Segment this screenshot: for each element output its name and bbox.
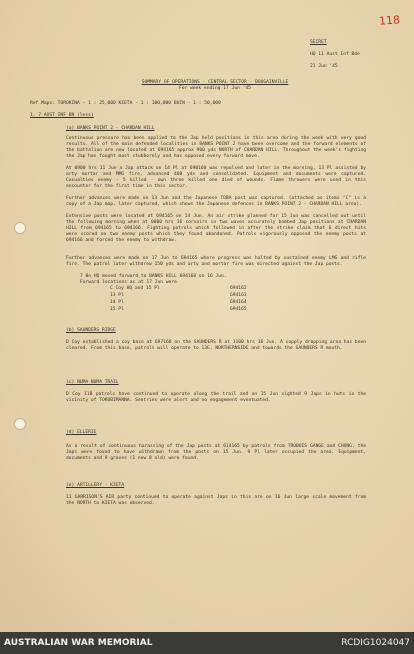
- subsection-heading-a: (a) BANKS POINT 2 - CHARDAN HILL: [66, 126, 155, 131]
- subsection-heading-b: (b) SAUNDERS RIDGE: [66, 328, 116, 333]
- location-unit: 14 Pl: [110, 300, 124, 305]
- location-unit: C Coy HQ and 15 Pl: [110, 286, 160, 291]
- classification: SECRET: [310, 40, 327, 45]
- folio-number: 118: [378, 13, 401, 28]
- hq-line: HQ 11 Aust Inf Bde: [310, 52, 360, 57]
- punch-hole: [14, 418, 26, 430]
- paragraph: As a result of continuous harassing of the Jap posts at 614165 by patrols from TROBOIS GANGE and CHONG, the Japs were found to have withdrawn from the posts on 15 Jun. 9 Pl later occupied the area. Equipment, documents and 9 graves (1 new 8 old) were found.: [66, 444, 366, 461]
- document-subtitle: For week ending 17 Jun '45: [179, 86, 251, 91]
- paragraph: Further advances were made on 13 Jun and the Japanese TOBA post was captured. (attached as items "C" is a copy of a Jap map, later captured, which shows the Japanese defences in BANKS POINT 2 - CHARDAN HILL area).: [66, 196, 366, 207]
- location-ref: 694163: [230, 293, 247, 298]
- paragraph: Forward locations as at 17 Jun were: [80, 280, 177, 285]
- document-title: SUMMARY OF OPERATIONS - CENTRAL SECTOR - BOUGAINVILLE: [141, 80, 289, 85]
- paragraph: At 0900 hrs 11 Jun a Jap attack on 14 Pl at 690160 was repulsed and later in the morning, 13 Pl assisted by arty mortar and MMG fire, advanced 400 yds and consolidated. Equipment and documents were captured. Casualties enemy - 5 killed - own three killed one died of wounds. Flame throwers were used in this encounter for the first time in this sector.: [66, 166, 366, 189]
- punch-hole: [14, 222, 26, 234]
- ref-maps: Ref Maps: TOROKINA - 1 : 25,000 KIETA - 1 : 100,000 BUIN - 1 : 50,000: [30, 101, 221, 106]
- date-line: 21 Jun '45: [310, 64, 338, 69]
- archive-footer: [0, 632, 414, 654]
- paragraph: Further advances were made on 17 Jun to 694165 where progress was halted by sustained enemy LMG and rifle fire. The patrol later withdrew 150 yds and arty and mortar fire was directed against the Jap posts.: [66, 256, 366, 267]
- paragraph: 7 Bn HQ moved forward to BANKS HILL 694160 on 16 Jun.: [80, 274, 227, 279]
- subsection-heading-e: (e) ARTILLERY - KIETA: [66, 483, 125, 488]
- record-id: RCDIG1024047: [341, 638, 410, 648]
- location-unit: 15 Pl: [110, 307, 124, 312]
- paragraph: D Coy 11B patrols have continued to operate along the trail and on 15 Jun sighted 9 Japs in huts in the vicinity of TOKUBIMANNA. Sentries were alert and no engagement eventuated.: [66, 392, 366, 403]
- archive-name: AUSTRALIAN WAR MEMORIAL: [4, 638, 153, 648]
- location-ref: 694162: [230, 286, 247, 291]
- paragraph: 11 GARRISON'S AIR party continued to operate against Japs in this are on 16 Jun large scale movement from the NORTH to KIETA was observed.: [66, 495, 366, 506]
- paragraph: Extensive posts were located at 694165 on 14 Jun. An air strike planned for 15 Jun was cancelled out until the following morning when at 0800 hrs 16 corsairs in two waves accurately bombed Jap positions at CHARDAN HILL from 694165 to 694166. Fighting patrols which followed in after the strike claim that 6 direct hits were scored on two enemy posts which they found abandoned. Patrols vigorously opposed the enemy posts at 694166 and forced the enemy to withdraw.: [66, 214, 366, 243]
- location-ref: 694164: [230, 300, 247, 305]
- subsection-heading-c: (c) NUMA NUMA TRAIL: [66, 380, 119, 385]
- location-unit: 13 Pl: [110, 293, 124, 298]
- location-ref: 694165: [230, 307, 247, 312]
- subsection-heading-d: (d) ELLERIE: [66, 430, 97, 435]
- paragraph: Continuous pressure has been applied to the Jap held positions in this area during the week with very good results. All of the main defended localities in BANKS POINT 2 have been overcome and the forward elements of the battalion are now located at 694165 approx 900 yds NORTH of CHARDAN HILL. Throughout the week's fighting the Jap has fought most stubbornly and has opposed every forward move.: [66, 136, 366, 159]
- section-heading: 1. 7 AUST INF BN (less): [30, 113, 94, 118]
- paragraph: D Coy established a coy base at 697160 on the SAUNDERS R at 1100 hrs 16 Jun. A supply dropping area has been cleared. From this base, patrols will operate to 13E, NORTHERNSIDE and towards the SAUNDERS R mouth.: [66, 340, 366, 351]
